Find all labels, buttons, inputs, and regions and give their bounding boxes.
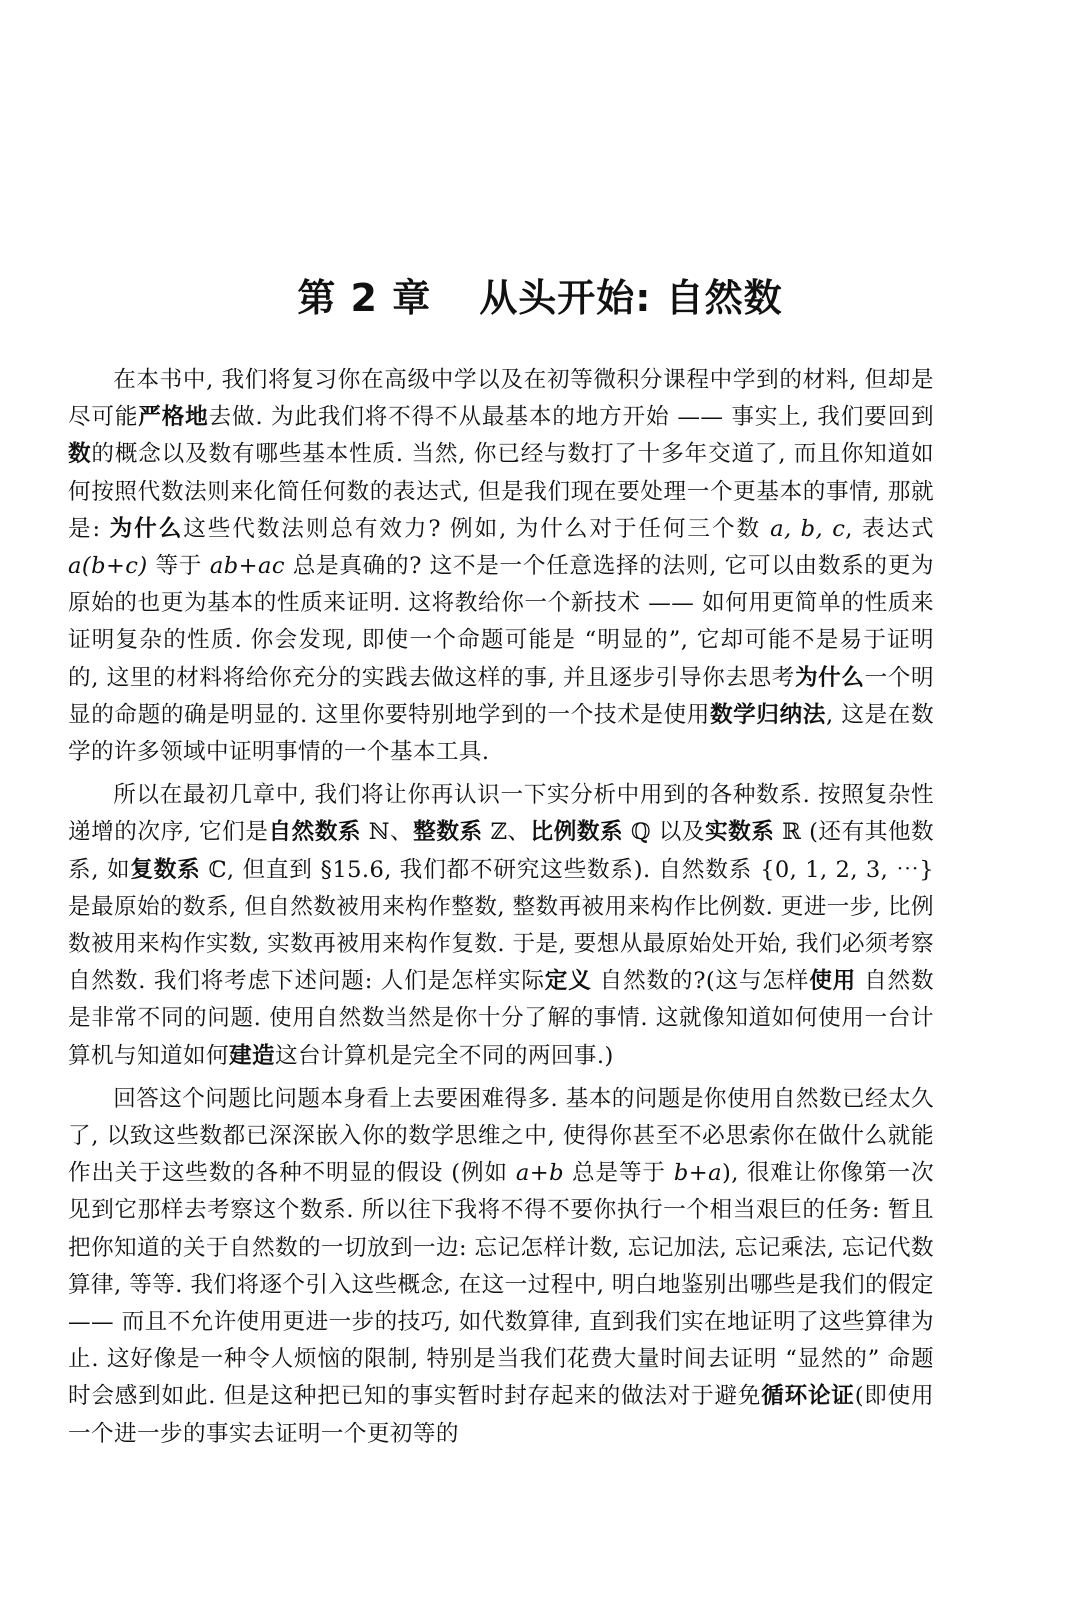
- text-run: ), 很难让你像第一次见到它那样去考察这个数系. 所以往下我将不得不要你执行一个相当艰巨的任务: 暂且把你知道的关于自然数的一切放到一边: 忘记怎样计数, 忘记加法, 忘记乘法, 忘记代数算律, 等等. 我们将逐个引入这些概念, 在这一过程中, 明白地鉴别出哪些是我们的假定 —— 而且不允许使用更进一步的技巧, 如代数算律, 直到我们实在地证明了这些算律为止. 这好像是一种令人烦恼的限制, 特别是当我们花费大量时间去证明 “显然的” 命题时会感到如此. 但是这种把已知的事实暂时封存起来的做法对于避免: [68, 1160, 934, 1410]
- bold-term: 严格地: [138, 404, 209, 431]
- bold-term: 建造: [228, 1042, 275, 1069]
- chapter-title: [0, 272, 1080, 324]
- text-run: 自然数的?(这与怎样: [591, 968, 810, 995]
- text-run: 在本书中, 我们将复习你在高级中学以及在初等微积分课程中学到的材料, 但却是尽可能: [68, 367, 934, 431]
- math-expression: a+b: [515, 1160, 564, 1187]
- text-run: ℤ、: [482, 819, 531, 846]
- text-run: 自然数是非常不同的问题. 使用自然数当然是你十分了解的事情. 这就像知道如何使用一台计算机与知道如何: [68, 968, 934, 1069]
- text-run: 总是真确的? 这不是一个任意选择的法则, 它可以由数系的更为原始的也更为基本的性质来证明. 这将教给你一个新技术 —— 如何用更简单的性质来证明复杂的性质. 你会发现, 即使一个命题可能是 “明显的”, 它却可能不是易于证明的, 这里的材料将给你充分的实践去做这样的事, 并且逐步引导你去思考: [68, 553, 934, 691]
- bold-term: 整数系: [413, 819, 483, 846]
- text-run: 去做. 为此我们将不得不从最基本的地方开始 —— 事实上, 我们要回到: [208, 404, 935, 431]
- math-expression: b+a: [673, 1160, 722, 1187]
- bold-term: 使用: [809, 968, 857, 995]
- text-run: 一个明显的命题的确是明显的. 这里你要特别地学到的一个技术是使用: [68, 664, 935, 728]
- paragraph-1: [68, 362, 934, 771]
- bold-term: 定义: [544, 968, 592, 995]
- bold-term: 比例数系: [530, 819, 624, 846]
- bold-term: 自然数系: [268, 819, 362, 846]
- math-expression: ab+ac: [209, 553, 285, 580]
- text-run: , 表达式: [845, 515, 934, 542]
- bold-term: 循环论证: [761, 1383, 855, 1410]
- text-run: , 这是在数学的许多领域中证明事情的一个基本工具.: [68, 701, 935, 766]
- bold-term: 为什么: [109, 515, 184, 542]
- text-run: 这些代数法则总有效力? 例如, 为什么对于任何三个数: [183, 515, 771, 542]
- bold-term: 数: [68, 441, 92, 468]
- text-run: 总是等于: [564, 1160, 674, 1187]
- bold-term: 复数系: [130, 856, 201, 883]
- body-text: [68, 362, 934, 1459]
- bold-term: 为什么: [794, 664, 865, 691]
- text-run: ℚ 以及: [623, 819, 705, 846]
- text-run: 回答这个问题比问题本身看上去要困难得多. 基本的问题是你使用自然数已经太久了, 以致这些数都已深深嵌入你的数学思维之中, 使得你甚至不必思索你在做什么就能作出关于这些数的各种不明显的假设 (例如: [68, 1085, 934, 1187]
- text-run: ℂ, 但直到 §15.6, 我们都不研究这些数系). 自然数系 {0, 1, 2, 3, ⋯} 是最原始的数系, 但自然数被用来构作整数, 整数再被用来构作比例数. 更进一步, 比例数被用来构作实数, 实数再被用来构作复数. 于是, 要想从最原始处开始, 我们必须考察自然数. 我们将考虑下述问题: 人们是怎样实际: [68, 856, 934, 995]
- chapter-number: 第 2 章: [297, 276, 432, 320]
- math-expression: a(b+c): [68, 553, 148, 580]
- text-run: 所以在最初几章中, 我们将让你再认识一下实分析中用到的各种数系. 按照复杂性递增的次序, 它们是: [68, 782, 934, 846]
- text-run: ℝ (还有其他数系, 如: [68, 819, 935, 883]
- math-expression: a, b, c: [770, 515, 846, 542]
- text-run: 等于: [147, 553, 210, 580]
- text-run: 这台计算机是完全不同的两回事.): [274, 1042, 614, 1069]
- chapter-heading: 从头开始: 自然数: [479, 276, 783, 320]
- text-run: 的概念以及数有哪些基本性质. 当然, 你已经与数打了十多年交道了, 而且你知道如何按照代数法则来化简任何数的表达式, 但是我们现在要处理一个更基本的事情, 那就是:: [68, 441, 934, 542]
- bold-term: 数学归纳法: [709, 701, 827, 728]
- text-run: (即使用一个进一步的事实去证明一个更初等的: [68, 1383, 935, 1447]
- paragraph-2: [68, 777, 934, 1075]
- text-run: ℕ、: [361, 819, 414, 846]
- paragraph-3: [68, 1081, 934, 1453]
- bold-term: 实数系: [704, 819, 775, 846]
